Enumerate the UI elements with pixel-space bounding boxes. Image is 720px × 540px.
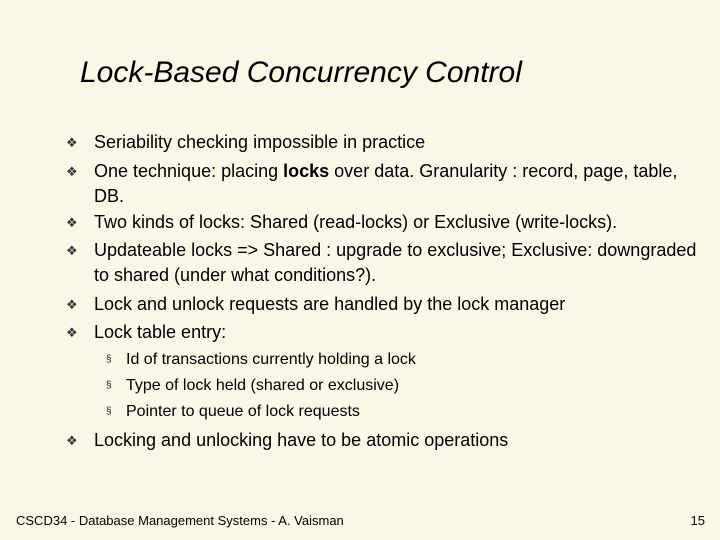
sub-bullet-item bbox=[106, 376, 706, 396]
bullet-text: One technique: placing bbox=[94, 161, 284, 181]
section-bullet-icon: § bbox=[106, 354, 112, 365]
page-number: 15 bbox=[690, 513, 705, 528]
slide-title: Lock-Based Concurrency Control bbox=[80, 56, 522, 89]
diamond-bullet-icon: ❖ bbox=[66, 215, 78, 230]
section-bullet-icon: § bbox=[106, 406, 112, 417]
sub-bullet-text: Pointer to queue of lock requests bbox=[126, 403, 360, 420]
diamond-bullet-icon: ❖ bbox=[66, 243, 78, 258]
bullet-text: Lock table entry: bbox=[94, 322, 227, 342]
footer-course: CSCD34 - Database Management Systems - A. Vaisman bbox=[16, 513, 344, 528]
section-bullet-icon: § bbox=[106, 380, 112, 391]
bullet-bold-text: locks bbox=[283, 161, 330, 181]
diamond-bullet-icon: ❖ bbox=[66, 164, 78, 179]
bullet-item bbox=[66, 159, 704, 209]
bullet-text: Lock and unlock requests are handled by the lock manager bbox=[94, 294, 566, 314]
sub-bullet-item bbox=[106, 402, 706, 422]
sub-bullet-text: Type of lock held (shared or exclusive) bbox=[126, 377, 400, 394]
diamond-bullet-icon: ❖ bbox=[66, 297, 78, 312]
diamond-bullet-icon: ❖ bbox=[66, 135, 78, 150]
bullet-item bbox=[66, 428, 704, 453]
bullet-item bbox=[66, 130, 704, 155]
bullet-text: Seriability checking impossible in practice bbox=[94, 132, 426, 152]
bullet-item bbox=[66, 292, 704, 317]
bullet-text: Locking and unlocking have to be atomic operations bbox=[94, 430, 509, 450]
bullet-item bbox=[66, 320, 704, 345]
bullet-text: Updateable locks => Shared : upgrade to exclusive; Exclusive: downgraded to shared (under what conditions?). bbox=[94, 240, 697, 285]
diamond-bullet-icon: ❖ bbox=[66, 433, 78, 448]
bullet-text: Two kinds of locks: Shared (read-locks) or Exclusive (write-locks). bbox=[94, 212, 618, 232]
sub-bullet-text: Id of transactions currently holding a lock bbox=[126, 351, 416, 368]
bullet-item bbox=[66, 238, 704, 288]
diamond-bullet-icon: ❖ bbox=[66, 325, 78, 340]
bullet-item bbox=[66, 210, 704, 235]
sub-bullet-item bbox=[106, 350, 706, 370]
bullet-text: over data. Granularity : record, page, table, DB. bbox=[94, 161, 678, 206]
